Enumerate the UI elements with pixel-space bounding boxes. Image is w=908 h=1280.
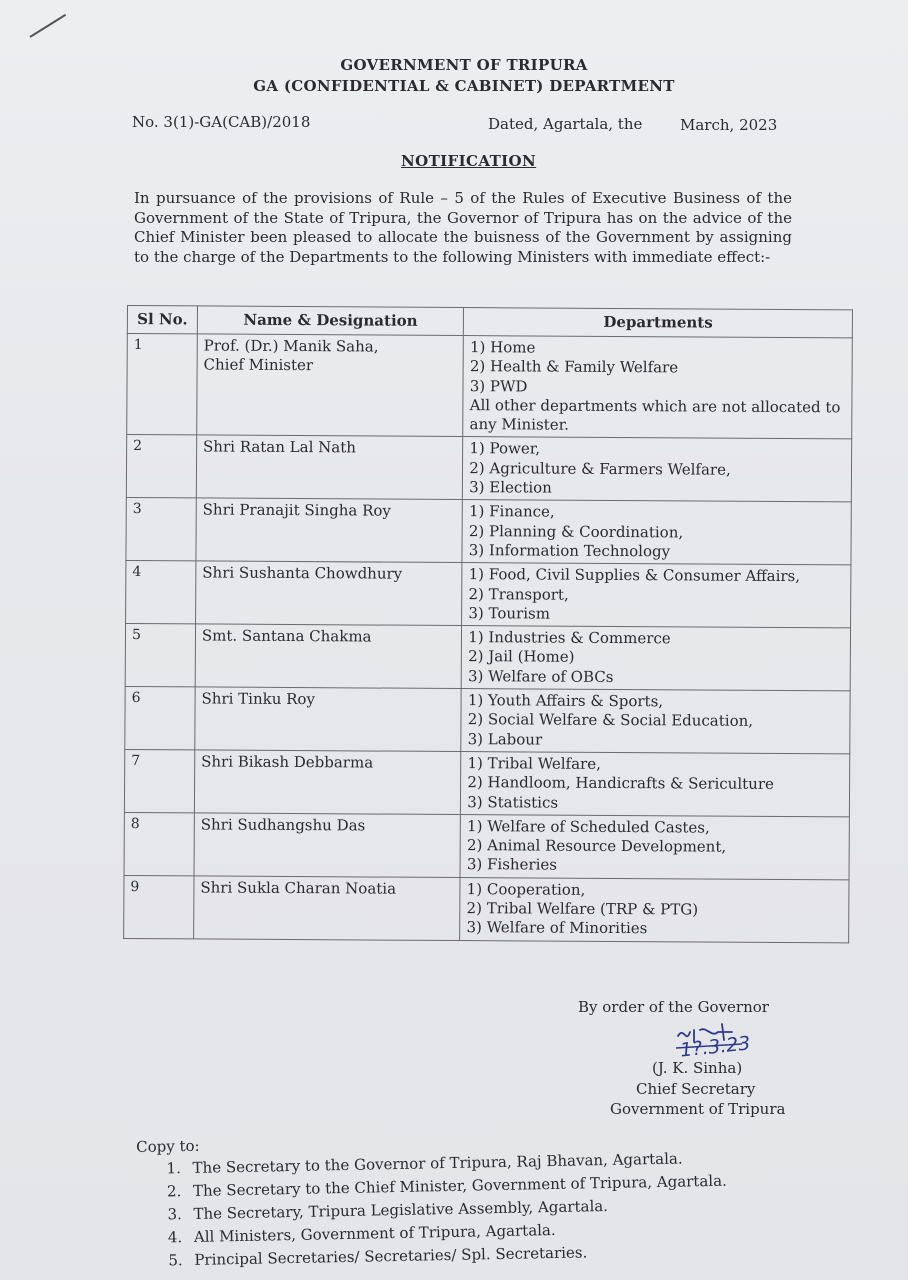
table-row bbox=[124, 812, 849, 879]
table-row bbox=[126, 561, 851, 628]
column-header-departments: Departments bbox=[464, 308, 853, 338]
minister-cell bbox=[196, 435, 463, 500]
department-item: 3) Fisheries bbox=[466, 855, 558, 875]
department-item: 1) Tribal Welfare, bbox=[467, 754, 601, 773]
table-header-row bbox=[127, 306, 852, 338]
department-item: 3) Information Technology bbox=[468, 541, 671, 561]
department-item: 2) Transport, bbox=[468, 584, 569, 604]
table-row bbox=[127, 334, 853, 440]
minister-cell bbox=[195, 624, 462, 689]
minister-cell bbox=[194, 813, 461, 878]
notification-title: NOTIFICATION bbox=[401, 152, 537, 170]
department-list bbox=[467, 754, 843, 814]
department-item: 3) PWD bbox=[469, 376, 528, 396]
department-item: 2) Health & Family Welfare bbox=[469, 357, 679, 377]
department-list bbox=[469, 502, 845, 562]
department-item: 2) Tribal Welfare (TRP & PTG) bbox=[466, 899, 699, 919]
departments-cell bbox=[463, 437, 852, 502]
list-item: 2. The Secretary to the Chief Minister, Government of Tripura, Agartala. bbox=[166, 1171, 727, 1201]
department-item: 3) Statistics bbox=[467, 792, 559, 812]
column-header-sl: Sl No. bbox=[127, 306, 197, 334]
department-item: 1) Industries & Commerce bbox=[468, 628, 671, 648]
serial-number-cell: 9 bbox=[124, 875, 194, 938]
signer-government: Government of Tripura bbox=[610, 1100, 786, 1118]
serial-number-cell: 3 bbox=[126, 498, 196, 561]
departments-cell bbox=[461, 626, 850, 691]
dated-place: Dated, Agartala, the bbox=[488, 115, 643, 133]
table-row bbox=[124, 749, 849, 816]
department-item: 1) Youth Affairs & Sports, bbox=[467, 691, 664, 711]
department-item: 2) Animal Resource Development, bbox=[466, 836, 727, 856]
table-row bbox=[126, 435, 851, 502]
minister-name: Shri Pranajit Singha Roy bbox=[202, 500, 391, 520]
minister-name: Shri Ratan Lal Nath bbox=[203, 437, 356, 457]
serial-number-cell: 6 bbox=[125, 687, 195, 750]
minister-name: Shri Tinku Roy bbox=[201, 689, 316, 709]
signer-designation: Chief Secretary bbox=[636, 1080, 756, 1098]
minister-cell bbox=[195, 561, 462, 626]
department-item: 1) Cooperation, bbox=[466, 879, 586, 899]
table-row bbox=[125, 624, 850, 691]
department-note: All other departments which are not allocated to any Minister. bbox=[469, 395, 841, 434]
copy-to-list bbox=[166, 1145, 838, 1273]
department-item: 3) Labour bbox=[467, 729, 543, 749]
department-item: 2) Handloom, Handicrafts & Sericulture bbox=[467, 773, 774, 794]
minister-name: Shri Sudhangshu Das bbox=[200, 815, 366, 835]
list-item: 3. The Secretary, Tripura Legislative Assembly, Agartala. bbox=[167, 1196, 609, 1224]
minister-cell bbox=[197, 334, 464, 437]
by-order-line: By order of the Governor bbox=[578, 998, 769, 1016]
column-header-name: Name & Designation bbox=[197, 306, 464, 336]
minister-name: Shri Sushanta Chowdhury bbox=[202, 563, 403, 583]
table-row bbox=[124, 875, 849, 942]
minister-name: Shri Sukla Charan Noatia bbox=[200, 878, 397, 898]
department-item: 2) Jail (Home) bbox=[468, 647, 575, 667]
government-header: GOVERNMENT OF TRIPURA bbox=[340, 56, 588, 74]
list-item: 1. The Secretary to the Governor of Tripura, Raj Bhavan, Agartala. bbox=[166, 1149, 683, 1178]
serial-number-cell: 1 bbox=[127, 334, 198, 436]
serial-number-cell: 5 bbox=[125, 624, 195, 687]
departments-cell bbox=[461, 689, 850, 754]
department-list bbox=[468, 691, 844, 751]
department-list bbox=[468, 628, 844, 688]
minister-designation: Chief Minister bbox=[203, 355, 314, 375]
department-item: 1) Welfare of Scheduled Castes, bbox=[467, 816, 710, 837]
pen-mark bbox=[29, 14, 66, 38]
intro-paragraph: In pursuance of the provisions of Rule – 5 of the Rules of Executive Business of the Government of the State of Tripura, the Governor of Tripura has on the advice of the Chief Minister been pleased to allocate the buisness of the Government by assigning to the charge of the Departments to the following Ministers with immediate effect:- bbox=[134, 189, 792, 266]
copy-to-section bbox=[136, 1125, 838, 1273]
departments-cell bbox=[460, 814, 849, 879]
departments-cell bbox=[463, 336, 852, 440]
serial-number-cell: 2 bbox=[126, 435, 196, 498]
department-list bbox=[468, 565, 844, 625]
department-item: 2) Social Welfare & Social Education, bbox=[467, 710, 754, 731]
table-row bbox=[126, 498, 851, 565]
serial-number-cell: 8 bbox=[124, 812, 194, 875]
minister-cell bbox=[195, 687, 462, 752]
list-item: 4. All Ministers, Government of Tripura, Agartala. bbox=[167, 1220, 556, 1247]
dated-month: March, 2023 bbox=[680, 116, 778, 134]
department-list bbox=[470, 338, 846, 398]
table-row bbox=[125, 687, 850, 754]
department-item: 1) Finance, bbox=[468, 502, 555, 521]
department-item: 3) Welfare of OBCs bbox=[467, 666, 614, 686]
list-item: 5. Principal Secretaries/ Secretaries/ Spl. Secretaries. bbox=[168, 1243, 588, 1270]
department-list bbox=[469, 440, 845, 500]
departments-cell bbox=[462, 500, 851, 565]
minister-cell bbox=[194, 750, 461, 815]
department-item: 3) Tourism bbox=[468, 603, 551, 623]
minister-name: Prof. (Dr.) Manik Saha, bbox=[203, 336, 379, 356]
serial-number-cell: 7 bbox=[124, 749, 194, 812]
minister-cell bbox=[194, 876, 461, 941]
department-list bbox=[466, 880, 842, 940]
department-header: GA (CONFIDENTIAL & CABINET) DEPARTMENT bbox=[253, 77, 675, 95]
minister-cell bbox=[196, 498, 463, 563]
department-item: 1) Power, bbox=[469, 439, 541, 459]
serial-number-cell: 4 bbox=[126, 561, 196, 624]
departments-cell bbox=[462, 563, 851, 628]
copy-to-title: Copy to: bbox=[136, 1136, 200, 1156]
departments-cell bbox=[460, 877, 849, 942]
minister-name: Smt. Santana Chakma bbox=[201, 626, 372, 646]
department-item: 2) Agriculture & Farmers Welfare, bbox=[469, 458, 731, 479]
department-list bbox=[467, 817, 843, 877]
reference-number: No. 3(1)-GA(CAB)/2018 bbox=[132, 113, 311, 131]
department-item: 3) Election bbox=[469, 478, 552, 497]
signature-date: 1?.3.23 bbox=[679, 1032, 752, 1062]
department-item: 2) Planning & Coordination, bbox=[468, 521, 684, 542]
departments-cell bbox=[461, 751, 850, 816]
minister-name: Shri Bikash Debbarma bbox=[201, 752, 374, 772]
signer-name: (J. K. Sinha) bbox=[652, 1059, 743, 1077]
department-item: 1) Home bbox=[469, 338, 536, 357]
allocation-table bbox=[123, 305, 853, 943]
department-item: 3) Welfare of Minorities bbox=[466, 918, 648, 938]
department-item: 1) Food, Civil Supplies & Consumer Affairs, bbox=[468, 565, 801, 586]
